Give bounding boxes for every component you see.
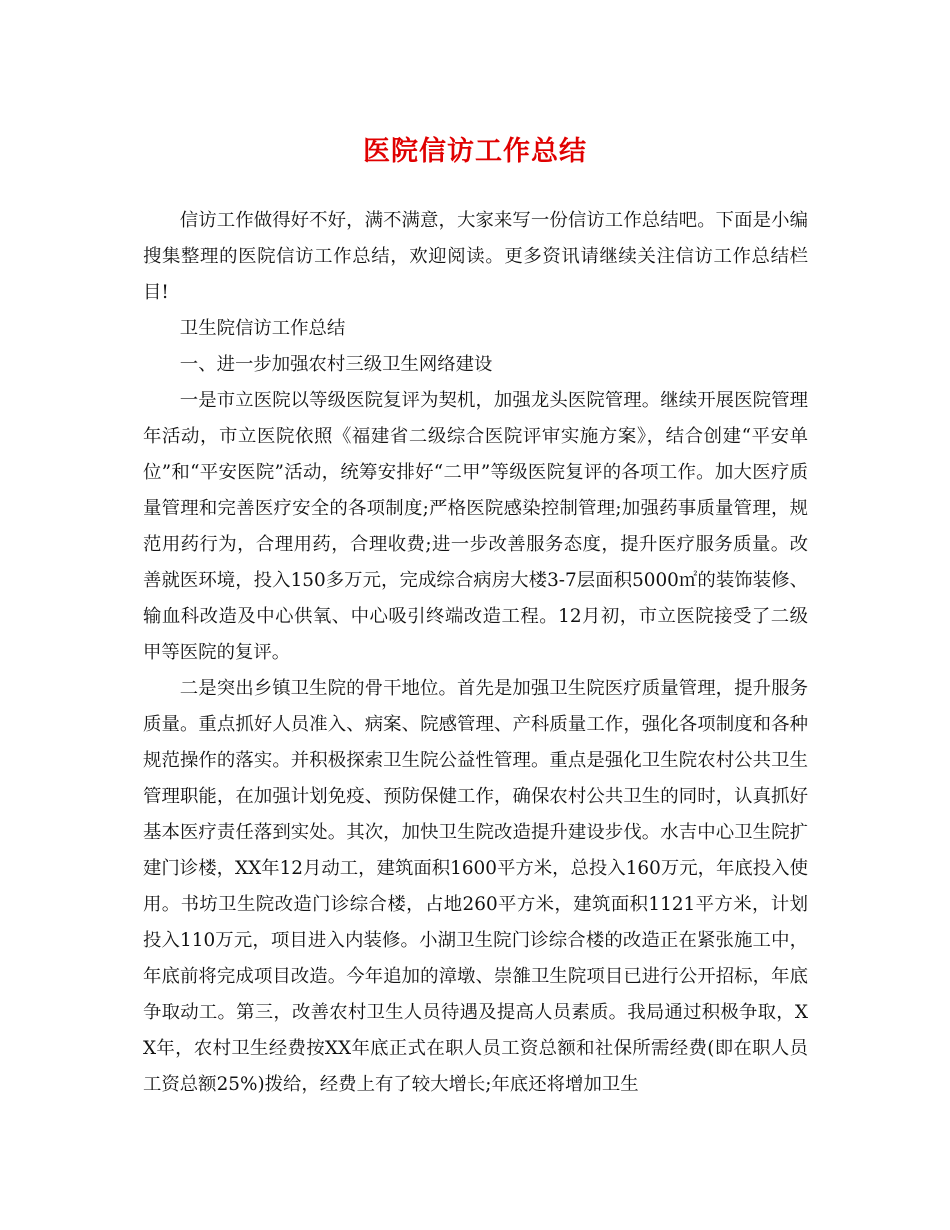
paragraph-city-hospital: 一是市立医院以等级医院复评为契机，加强龙头医院管理。继续开展医院管理年活动，市立医院依照《福建省二级综合医院评审实施方案》，结合创建“平安单位”和“平安医院”活动，统筹安排好“二甲”等级医院复评的各项工作。加大医疗质量管理和完善医疗安全的各项制度;严格医院感染控制管理;加强药事质量管理，规范用药行为，合理用药，合理收费;进一步改善服务态度，提升医疗服务质量。改善就医环境，投入150多万元，完成综合病房大楼3-7层面积5000㎡的装饰装修、输血科改造及中心供氧、中心吸引终端改造工程。12月初，市立医院接受了二级甲等医院的复评。 bbox=[143, 390, 808, 663]
document-body bbox=[143, 203, 808, 1103]
paragraph-section-title: 卫生院信访工作总结 bbox=[179, 318, 346, 339]
document-title: 医院信访工作总结 bbox=[363, 136, 587, 167]
paragraph-township-hospital: 二是突出乡镇卫生院的骨干地位。首先是加强卫生院医疗质量管理，提升服务质量。重点抓好人员准入、病案、院感管理、产科质量工作，强化各项制度和各种规范操作的落实。并积极探索卫生院公益性管理。重点是强化卫生院农村公共卫生管理职能，在加强计划免疫、预防保健工作，确保农村公共卫生的同时，认真抓好基本医疗责任落到实处。其次，加快卫生院改造提升建设步伐。水吉中心卫生院扩建门诊楼，XX年12月动工，建筑面积1600平方米，总投入160万元，年底投入使用。书坊卫生院改造门诊综合楼，占地260平方米，建筑面积1121平方米，计划投入110万元，项目进入内装修。小湖卫生院门诊综合楼的改造正在紧张施工中，年底前将完成项目改造。今年追加的漳墩、崇雒卫生院项目已进行公开招标，年底争取动工。第三，改善农村卫生人员待遇及提高人员素质。我局通过积极争取，XX年，农村卫生经费按XX年底正式在职人员工资总额和社保所需经费(即在职人员工资总额25%)拨给，经费上有了较大增长;年底还将增加卫生 bbox=[143, 678, 808, 1095]
paragraph-heading-one: 一、进一步加强农村三级卫生网络建设 bbox=[179, 354, 493, 375]
paragraph-intro: 信访工作做得好不好，满不满意，大家来写一份信访工作总结吧。下面是小编搜集整理的医院信访工作总结，欢迎阅读。更多资讯请继续关注信访工作总结栏目! bbox=[143, 210, 808, 303]
